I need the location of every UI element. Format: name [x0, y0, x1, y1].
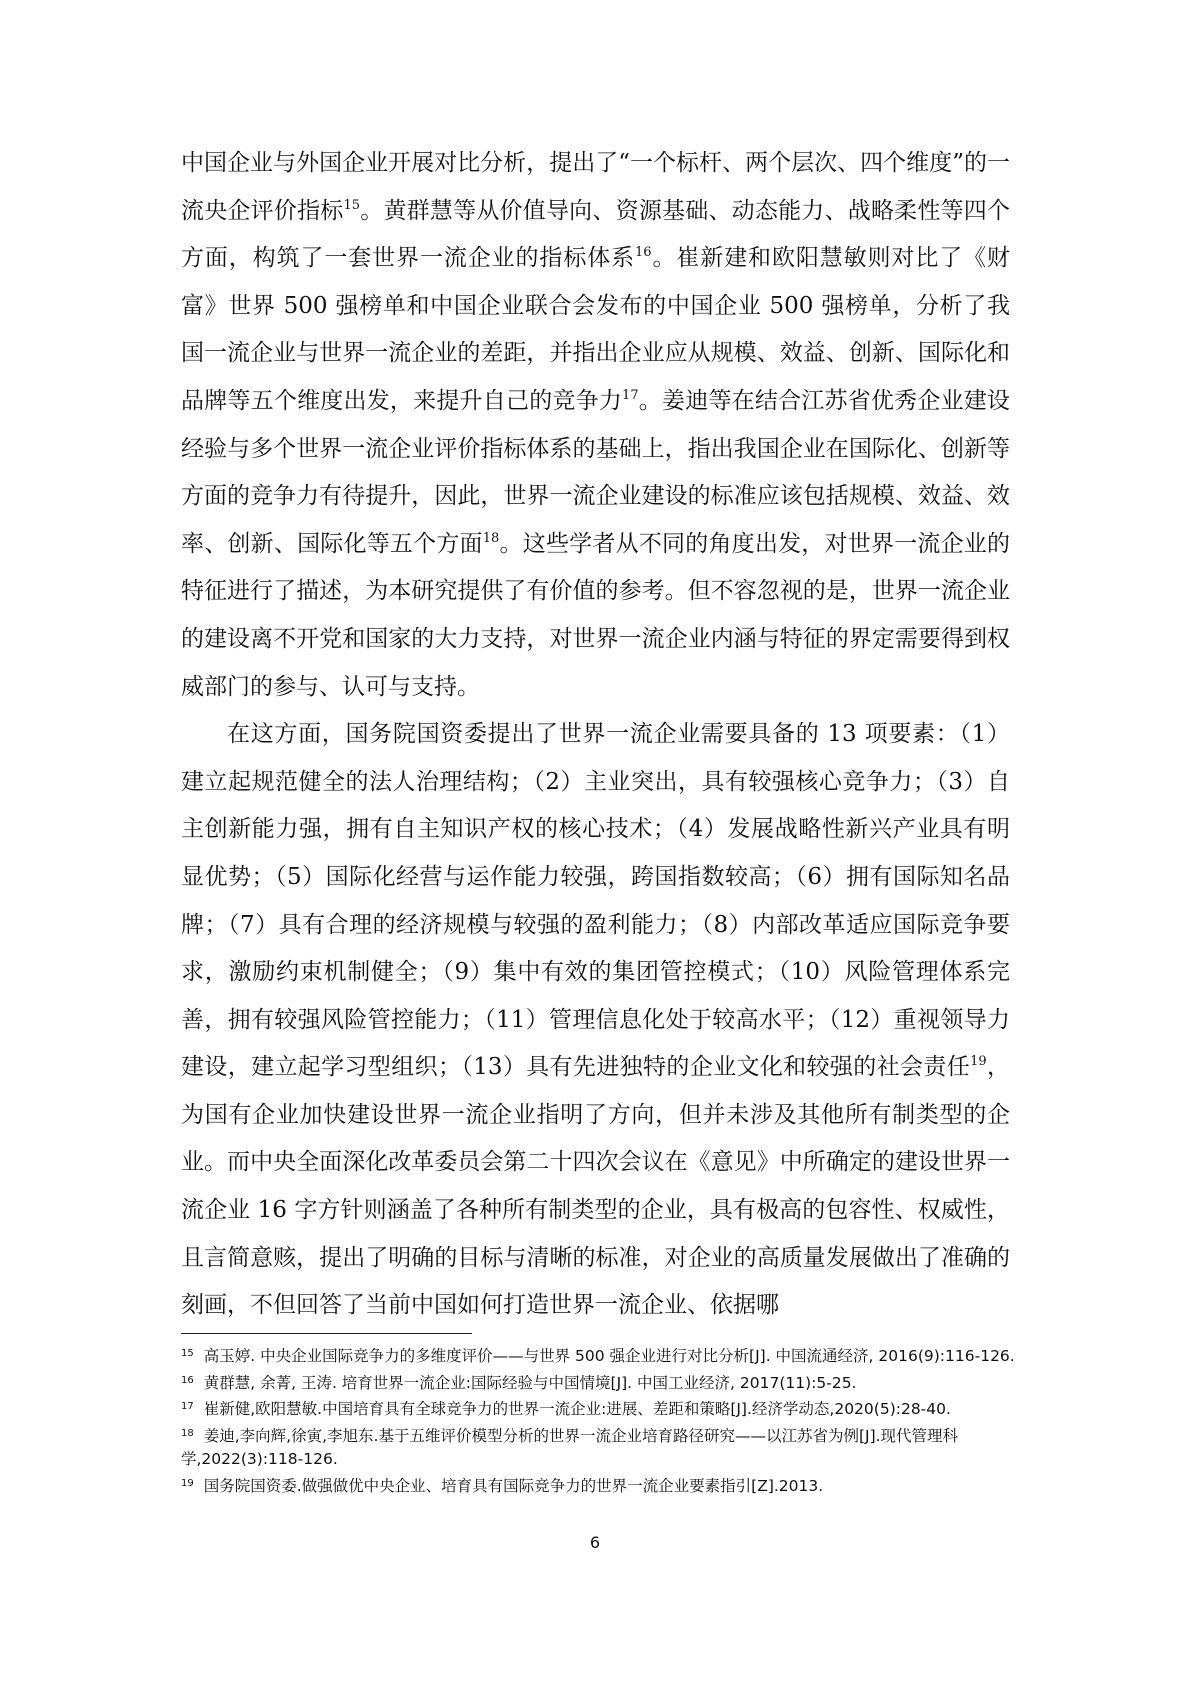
footnote-18 [181, 1422, 1021, 1472]
footnote-17 [181, 1395, 1021, 1422]
footnote-number: 15 [181, 1348, 194, 1359]
footnote-19 [181, 1472, 1021, 1499]
footnotes [181, 1342, 1021, 1498]
footnote-text: 姜迪,李向辉,徐寅,李旭东.基于五维评价模型分析的世界一流企业培育路径研究——以江苏省为例[J].现代管理科学,2022(3):118-126. [181, 1426, 959, 1468]
footnote-15 [181, 1342, 1021, 1369]
paragraph-2 [181, 711, 1010, 1330]
footnote-text: 国务院国资委.做强做优中央企业、培育具有国际竞争力的世界一流企业要素指引[Z].2013. [203, 1476, 824, 1495]
text-run: 在这方面，国务院国资委提出了世界一流企业需要具备的 13 项要素：（1）建立起规范健全的法人治理结构；（2）主业突出，具有较强核心竞争力；（3）自主创新能力强，拥有自主知识产权的核心技术；（4）发展战略性新兴产业具有明显优势；（5）国际化经营与运作能力较强，跨国指数较高；（6）拥有国际知名品牌；（7）具有合理的经济规模与较强的盈利能力；（8）内部改革适应国际竞争要求，激励约束机制健全；（9）集中有效的集团管控模式；（10）风险管理体系完善，拥有较强风险管控能力；（11）管理信息化处于较高水平；（12）重视领导力建设，建立起学习型组织；（13）具有先进独特的企业文化和较强的社会责任 [181, 721, 1010, 1081]
body-text [181, 140, 1010, 1330]
footnote-16 [181, 1369, 1021, 1396]
footnote-ref-17[interactable]: 17 [622, 387, 639, 403]
footnote-text: 黄群慧, 余菁, 王涛. 培育世界一流企业:国际经验与中国情境[J]. 中国工业经济, 2017(11):5-25. [203, 1373, 857, 1392]
text-run: 。这些学者从不同的角度出发，对世界一流企业的特征进行了描述，为本研究提供了有价值的参考。但不容忽视的是，世界一流企业的建设离不开党和国家的大力支持，对世界一流企业内涵与特征的界定需要得到权威部门的参与、认可与支持。 [181, 530, 1011, 700]
text-run: 。黄群慧等从价值导向、资源基础、动态能力、战略柔性等四个方面，构筑了一套世界一流企业的指标体系 [181, 197, 1011, 272]
footnote-text: 崔新健,欧阳慧敏.中国培育具有全球竞争力的世界一流企业:进展、差距和策略[J].经济学动态,2020(5):28-40. [203, 1400, 951, 1418]
footnote-number: 18 [181, 1427, 194, 1439]
footnote-ref-19[interactable]: 19 [970, 1054, 987, 1070]
page-number: 6 [589, 1533, 601, 1552]
paragraph-1 [181, 140, 1010, 711]
text-run: ，为国有企业加快建设世界一流企业指明了方向，但并未涉及其他所有制类型的企业。而中央全面深化改革委员会第二十四次会议在《意见》中所确定的建设世界一流企业 16 字方针则涵盖了各种所有制类型的企业，具有极高的包容性、权威性，且言简意赅，提出了明确的目标与清晰的标准，对企业的高质量发展做出了准确的刻画，不但回答了当前中国如何打造世界一流企业、依据哪 [181, 1054, 1010, 1319]
footnote-ref-16[interactable]: 16 [635, 245, 652, 261]
text-run: 。崔新建和欧阳慧敏则对比了《财富》世界 500 强榜单和中国企业联合会发布的中国企业 500 强榜单，分析了我国一流企业与世界一流企业的差距，并指出企业应从规模、效益、创新、国际化和品牌等五个维度出发，来提升自己的竞争力 [181, 245, 1011, 414]
footnote-separator [181, 1333, 472, 1334]
footnote-number: 16 [181, 1374, 194, 1386]
footnote-number: 19 [181, 1477, 194, 1489]
text-run: 。姜迪等在结合江苏省优秀企业建设经验与多个世界一流企业评价指标体系的基础上，指出我国企业在国际化、创新等方面的竞争力有待提升，因此，世界一流企业建设的标准应该包括规模、效益、效率、创新、国际化等五个方面 [181, 387, 1011, 557]
text-run: 中国企业与外国企业开展对比分析，提出了“一个标杆、两个层次、四个维度”的一流央企评价指标 [181, 150, 1010, 224]
footnote-number: 17 [181, 1401, 194, 1412]
footnote-ref-18[interactable]: 18 [482, 530, 500, 546]
footnote-text: 高玉婷. 中央企业国际竞争力的多维度评价——与世界 500 强企业进行对比分析[J]. 中国流通经济, 2016(9):116-126. [203, 1347, 1015, 1365]
footnote-ref-15[interactable]: 15 [343, 197, 361, 213]
